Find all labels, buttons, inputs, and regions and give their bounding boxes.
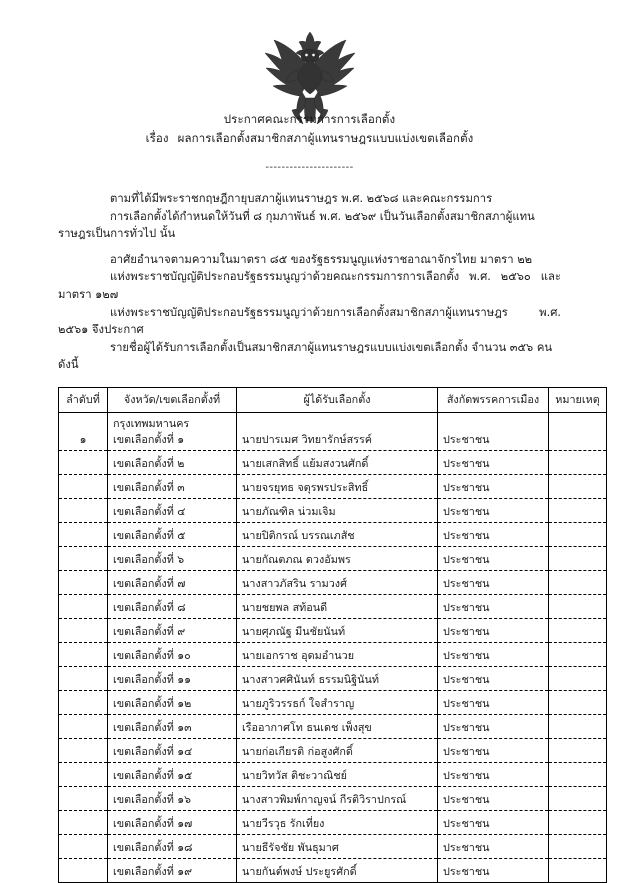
table-row [59, 412, 607, 450]
cell-order-number [59, 546, 108, 570]
cell-order-number [59, 690, 108, 714]
cell-party: ประชาชน [438, 690, 549, 714]
table-row [59, 666, 607, 690]
cell-note [549, 498, 607, 522]
cell-order-number [59, 666, 108, 690]
column-header-party: สังกัดพรรคการเมือง [438, 387, 549, 412]
cell-elected-person: นางสาวพิมพ์กาญจน์ กีรติวิราปกรณ์ [237, 786, 438, 810]
cell-province-zone [108, 450, 237, 474]
cell-note [549, 450, 607, 474]
cell-party: ประชาชน [438, 450, 549, 474]
cell-province-zone [108, 810, 237, 834]
cell-note [549, 412, 607, 450]
zone-name: เขตเลือกตั้งที่ ๑ [113, 432, 185, 446]
results-table-container [58, 387, 600, 883]
cell-note [549, 738, 607, 762]
cell-order-number [59, 594, 108, 618]
table-row [59, 546, 607, 570]
cell-elected-person: นายเสกสิทธิ์ แย้มสงวนศักดิ์ [237, 450, 438, 474]
table-row [59, 618, 607, 642]
cell-order-number [59, 618, 108, 642]
page-title: ประกาศคณะกรรมการการเลือกตั้ง [223, 112, 396, 126]
zone-name: เขตเลือกตั้งที่ ๑๓ [113, 720, 192, 734]
zone-name: เขตเลือกตั้งที่ ๓ [113, 480, 185, 494]
cell-elected-person: นายธีรัจชัย พันธุมาศ [237, 834, 438, 858]
table-row [59, 858, 607, 882]
cell-note [549, 546, 607, 570]
cell-elected-person: นายปิติกรณ์ บรรณเภสัช [237, 522, 438, 546]
cell-note [549, 642, 607, 666]
cell-province-zone [108, 474, 237, 498]
cell-party: ประชาชน [438, 498, 549, 522]
paragraph-line: แห่งพระราชบัญญัติประกอบรัฐธรรมนูญว่าด้วยการเลือกตั้งสมาชิกสภาผู้แทนราษฎร พ.ศ. ๒๕๖๑ จึงประกาศ [58, 305, 561, 337]
cell-note [549, 810, 607, 834]
subject-label: เรื่อง [145, 131, 169, 145]
table-row [59, 762, 607, 786]
cell-note [549, 786, 607, 810]
cell-party: ประชาชน [438, 714, 549, 738]
zone-name: เขตเลือกตั้งที่ ๑๐ [113, 648, 191, 662]
table-row [59, 738, 607, 762]
cell-party: ประชาชน [438, 858, 549, 882]
paragraph-1 [58, 190, 561, 243]
paragraph-line: รายชื่อผู้ได้รับการเลือกตั้งเป็นสมาชิกสภาผู้แทนราษฎรแบบแบ่งเขตเลือกตั้ง จำนวน ๓๕๖ คน ดังนี้ [58, 340, 553, 372]
zone-name: เขตเลือกตั้งที่ ๑๔ [113, 744, 193, 758]
cell-elected-person: นายจรยุทธ จตุรพรประสิทธิ์ [237, 474, 438, 498]
paragraph-line: แห่งพระราชบัญญัติประกอบรัฐธรรมนูญว่าด้วยคณะกรรมการการเลือกตั้ง พ.ศ. ๒๕๖๐ และมาตรา ๑๒๗ [58, 270, 561, 301]
zone-name: เขตเลือกตั้งที่ ๔ [113, 504, 186, 518]
table-header-row [59, 387, 607, 412]
cell-province-zone [108, 594, 237, 618]
cell-party: ประชาชน [438, 738, 549, 762]
document-heading [58, 110, 561, 176]
cell-party: ประชาชน [438, 546, 549, 570]
cell-province-zone [108, 762, 237, 786]
cell-party: ประชาชน [438, 666, 549, 690]
cell-province-zone [108, 738, 237, 762]
cell-province-zone [108, 522, 237, 546]
table-row [59, 570, 607, 594]
cell-order-number [59, 834, 108, 858]
table-row [59, 690, 607, 714]
cell-province-zone [108, 618, 237, 642]
cell-province-zone [108, 666, 237, 690]
cell-note [549, 714, 607, 738]
paragraph-2 [58, 251, 561, 374]
cell-party: ประชาชน [438, 570, 549, 594]
zone-name: เขตเลือกตั้งที่ ๕ [113, 528, 186, 542]
election-results-table [58, 387, 607, 883]
paragraph-line: ตามที่ได้มีพระราชกฤษฎีกายุบสภาผู้แทนราษฎร พ.ศ. ๒๕๖๘ และคณะกรรมการ [110, 192, 493, 205]
cell-order-number [59, 714, 108, 738]
zone-name: เขตเลือกตั้งที่ ๑๖ [113, 792, 191, 806]
cell-province-zone [108, 714, 237, 738]
cell-province-zone [108, 570, 237, 594]
cell-elected-person: นายกัณตภณ ดวงอัมพร [237, 546, 438, 570]
table-row [59, 834, 607, 858]
table-header [59, 387, 607, 412]
zone-name: เขตเลือกตั้งที่ ๑๙ [113, 864, 193, 878]
column-header-note: หมายเหตุ [549, 387, 607, 412]
cell-note [549, 570, 607, 594]
table-body [59, 412, 607, 882]
zone-name: เขตเลือกตั้งที่ ๗ [113, 576, 186, 590]
table-row [59, 498, 607, 522]
cell-province-zone [108, 834, 237, 858]
cell-province-zone [108, 690, 237, 714]
cell-note [549, 618, 607, 642]
table-row [59, 594, 607, 618]
cell-province-zone [108, 498, 237, 522]
paragraph-line: อาศัยอำนาจตามความในมาตรา ๘๕ ของรัฐธรรมนูญแห่งราชอาณาจักรไทย มาตรา ๒๒ [110, 252, 533, 266]
cell-elected-person: นางสาวภัสริน รามวงศ์ [237, 570, 438, 594]
cell-elected-person: นายกันต์พงษ์ ประยูรศักดิ์ [237, 858, 438, 882]
zone-name: เขตเลือกตั้งที่ ๘ [113, 600, 186, 614]
table-row [59, 450, 607, 474]
cell-order-number [59, 522, 108, 546]
zone-name: เขตเลือกตั้งที่ ๑๗ [113, 816, 193, 830]
cell-province-zone [108, 412, 237, 450]
cell-party: ประชาชน [438, 834, 549, 858]
cell-order-number [59, 738, 108, 762]
cell-elected-person: นางสาวศศินันท์ ธรรมนิฐินันท์ [237, 666, 438, 690]
cell-order-number [59, 570, 108, 594]
heading-divider: ---------------------- [265, 162, 354, 173]
cell-elected-person: นายชยพล สท้อนดี [237, 594, 438, 618]
cell-order-number [59, 858, 108, 882]
cell-party: ประชาชน [438, 594, 549, 618]
cell-note [549, 666, 607, 690]
cell-elected-person: นายก่อเกียรติ ก่อสูงศักดิ์ [237, 738, 438, 762]
zone-name: เขตเลือกตั้งที่ ๖ [113, 552, 185, 566]
cell-province-zone [108, 786, 237, 810]
cell-party: ประชาชน [438, 762, 549, 786]
zone-name: เขตเลือกตั้งที่ ๑๒ [113, 696, 192, 710]
column-header-province: จังหวัด/เขตเลือกตั้งที่ [108, 387, 237, 412]
cell-elected-person: นายวีรวุธ รักเที่ยง [237, 810, 438, 834]
cell-note [549, 522, 607, 546]
cell-party: ประชาชน [438, 786, 549, 810]
cell-note [549, 834, 607, 858]
emblem-container [58, 0, 561, 108]
zone-name: เขตเลือกตั้งที่ ๑๑ [113, 672, 191, 686]
subject-text: ผลการเลือกตั้งสมาชิกสภาผู้แทนราษฎรแบบแบ่งเขตเลือกตั้ง [177, 131, 474, 145]
document-subject-line [58, 129, 561, 148]
table-row [59, 642, 607, 666]
zone-name: เขตเลือกตั้งที่ ๒ [113, 456, 185, 470]
province-name: กรุงเทพมหานคร [113, 416, 190, 430]
cell-note [549, 858, 607, 882]
cell-elected-person: นายภัณฑิล น่วมเจิม [237, 498, 438, 522]
table-row [59, 522, 607, 546]
table-row [59, 714, 607, 738]
cell-party: ประชาชน [438, 474, 549, 498]
zone-name: เขตเลือกตั้งที่ ๙ [113, 624, 186, 638]
cell-note [549, 474, 607, 498]
cell-province-zone [108, 858, 237, 882]
cell-elected-person: นายปารเมศ วิทยารักษ์สรรค์ [237, 412, 438, 450]
cell-order-number [59, 474, 108, 498]
cell-elected-person: เรืออากาศโท ธนเดช เพ็งสุข [237, 714, 438, 738]
cell-order-number [59, 762, 108, 786]
cell-party: ประชาชน [438, 618, 549, 642]
cell-order-number [59, 642, 108, 666]
cell-order-number [59, 810, 108, 834]
cell-party: ประชาชน [438, 522, 549, 546]
cell-province-zone [108, 642, 237, 666]
cell-elected-person: นายเอกราช อุดมอำนวย [237, 642, 438, 666]
cell-order-number [59, 498, 108, 522]
document-body [58, 190, 561, 374]
zone-name: เขตเลือกตั้งที่ ๑๕ [113, 768, 193, 782]
cell-province-zone [108, 546, 237, 570]
cell-party: ประชาชน [438, 642, 549, 666]
column-header-no: ลำดับที่ [59, 387, 108, 412]
table-row [59, 474, 607, 498]
paragraph-line: การเลือกตั้งได้กำหนดให้วันที่ ๘ กุมภาพันธ์ พ.ศ. ๒๕๖๙ เป็นวันเลือกตั้งสมาชิกสภาผู้แทนราษฎรเป็นการทั่วไป นั้น [58, 209, 535, 241]
table-row [59, 810, 607, 834]
cell-party: ประชาชน [438, 810, 549, 834]
cell-note [549, 594, 607, 618]
column-header-name: ผู้ได้รับเลือกตั้ง [237, 387, 438, 412]
cell-order-number [59, 450, 108, 474]
cell-elected-person: นายวิทวัส ติชะวาณิชย์ [237, 762, 438, 786]
cell-note [549, 762, 607, 786]
cell-party: ประชาชน [438, 412, 549, 450]
cell-elected-person: นายภูริวรรธก์ ใจสำราญ [237, 690, 438, 714]
table-row [59, 786, 607, 810]
cell-note [549, 690, 607, 714]
cell-order-number [59, 786, 108, 810]
cell-elected-person: นายศุภณัฐ มีนชัยนันท์ [237, 618, 438, 642]
cell-order-number: ๑ [59, 412, 108, 450]
zone-name: เขตเลือกตั้งที่ ๑๘ [113, 840, 193, 854]
